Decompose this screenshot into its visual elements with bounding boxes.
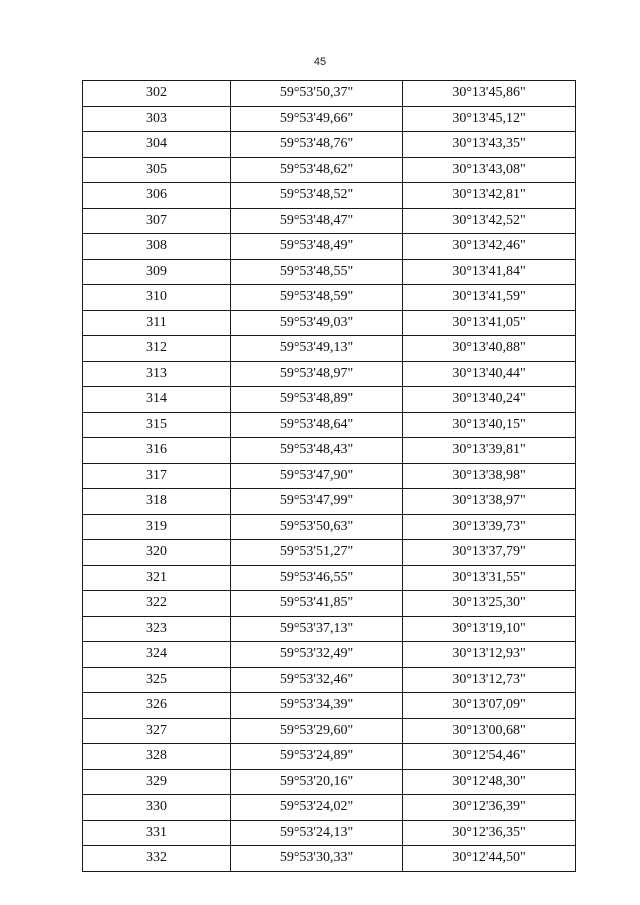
table-row bbox=[83, 259, 576, 285]
table-row bbox=[83, 387, 576, 413]
point-number-cell: 312 bbox=[83, 336, 231, 362]
latitude-cell: 59°53'50,63" bbox=[231, 514, 403, 540]
point-number-cell: 329 bbox=[83, 769, 231, 795]
point-number-cell: 309 bbox=[83, 259, 231, 285]
longitude-cell: 30°13'41,84" bbox=[403, 259, 576, 285]
table-row bbox=[83, 693, 576, 719]
point-number-cell: 321 bbox=[83, 565, 231, 591]
point-number-cell: 317 bbox=[83, 463, 231, 489]
table-row bbox=[83, 310, 576, 336]
point-number-cell: 325 bbox=[83, 667, 231, 693]
longitude-cell: 30°13'07,09" bbox=[403, 693, 576, 719]
table-row bbox=[83, 540, 576, 566]
table-row bbox=[83, 718, 576, 744]
table-row bbox=[83, 744, 576, 770]
table-row bbox=[83, 336, 576, 362]
longitude-cell: 30°13'40,15" bbox=[403, 412, 576, 438]
latitude-cell: 59°53'49,03" bbox=[231, 310, 403, 336]
table-row bbox=[83, 157, 576, 183]
latitude-cell: 59°53'50,37" bbox=[231, 81, 403, 107]
longitude-cell: 30°13'40,24" bbox=[403, 387, 576, 413]
coordinates-table-body bbox=[83, 81, 576, 872]
latitude-cell: 59°53'48,62" bbox=[231, 157, 403, 183]
longitude-cell: 30°13'41,05" bbox=[403, 310, 576, 336]
longitude-cell: 30°13'40,44" bbox=[403, 361, 576, 387]
table-row bbox=[83, 438, 576, 464]
point-number-cell: 315 bbox=[83, 412, 231, 438]
latitude-cell: 59°53'32,46" bbox=[231, 667, 403, 693]
longitude-cell: 30°12'54,46" bbox=[403, 744, 576, 770]
longitude-cell: 30°13'31,55" bbox=[403, 565, 576, 591]
table-row bbox=[83, 132, 576, 158]
longitude-cell: 30°12'48,30" bbox=[403, 769, 576, 795]
longitude-cell: 30°13'45,12" bbox=[403, 106, 576, 132]
point-number-cell: 314 bbox=[83, 387, 231, 413]
latitude-cell: 59°53'51,27" bbox=[231, 540, 403, 566]
longitude-cell: 30°13'12,93" bbox=[403, 642, 576, 668]
longitude-cell: 30°12'36,35" bbox=[403, 820, 576, 846]
longitude-cell: 30°13'39,81" bbox=[403, 438, 576, 464]
table-row bbox=[83, 234, 576, 260]
table-row bbox=[83, 795, 576, 821]
point-number-cell: 307 bbox=[83, 208, 231, 234]
point-number-cell: 323 bbox=[83, 616, 231, 642]
table-row bbox=[83, 489, 576, 515]
latitude-cell: 59°53'29,60" bbox=[231, 718, 403, 744]
point-number-cell: 303 bbox=[83, 106, 231, 132]
longitude-cell: 30°13'42,52" bbox=[403, 208, 576, 234]
point-number-cell: 331 bbox=[83, 820, 231, 846]
longitude-cell: 30°13'42,46" bbox=[403, 234, 576, 260]
table-row bbox=[83, 183, 576, 209]
latitude-cell: 59°53'48,43" bbox=[231, 438, 403, 464]
longitude-cell: 30°13'43,08" bbox=[403, 157, 576, 183]
latitude-cell: 59°53'37,13" bbox=[231, 616, 403, 642]
table-row bbox=[83, 208, 576, 234]
point-number-cell: 332 bbox=[83, 846, 231, 872]
longitude-cell: 30°13'41,59" bbox=[403, 285, 576, 311]
point-number-cell: 304 bbox=[83, 132, 231, 158]
point-number-cell: 313 bbox=[83, 361, 231, 387]
longitude-cell: 30°13'19,10" bbox=[403, 616, 576, 642]
longitude-cell: 30°13'40,88" bbox=[403, 336, 576, 362]
longitude-cell: 30°12'36,39" bbox=[403, 795, 576, 821]
longitude-cell: 30°13'38,97" bbox=[403, 489, 576, 515]
latitude-cell: 59°53'48,64" bbox=[231, 412, 403, 438]
point-number-cell: 311 bbox=[83, 310, 231, 336]
longitude-cell: 30°12'44,50" bbox=[403, 846, 576, 872]
table-row bbox=[83, 667, 576, 693]
latitude-cell: 59°53'48,76" bbox=[231, 132, 403, 158]
point-number-cell: 320 bbox=[83, 540, 231, 566]
longitude-cell: 30°13'25,30" bbox=[403, 591, 576, 617]
latitude-cell: 59°53'48,52" bbox=[231, 183, 403, 209]
table-row bbox=[83, 591, 576, 617]
page-number: 45 bbox=[313, 56, 327, 68]
latitude-cell: 59°53'47,99" bbox=[231, 489, 403, 515]
table-row bbox=[83, 514, 576, 540]
latitude-cell: 59°53'48,55" bbox=[231, 259, 403, 285]
longitude-cell: 30°13'42,81" bbox=[403, 183, 576, 209]
point-number-cell: 318 bbox=[83, 489, 231, 515]
latitude-cell: 59°53'34,39" bbox=[231, 693, 403, 719]
latitude-cell: 59°53'48,89" bbox=[231, 387, 403, 413]
latitude-cell: 59°53'20,16" bbox=[231, 769, 403, 795]
latitude-cell: 59°53'41,85" bbox=[231, 591, 403, 617]
point-number-cell: 326 bbox=[83, 693, 231, 719]
latitude-cell: 59°53'24,89" bbox=[231, 744, 403, 770]
latitude-cell: 59°53'47,90" bbox=[231, 463, 403, 489]
longitude-cell: 30°13'12,73" bbox=[403, 667, 576, 693]
table-row bbox=[83, 846, 576, 872]
table-row bbox=[83, 616, 576, 642]
latitude-cell: 59°53'48,47" bbox=[231, 208, 403, 234]
latitude-cell: 59°53'48,97" bbox=[231, 361, 403, 387]
table-row bbox=[83, 565, 576, 591]
longitude-cell: 30°13'00,68" bbox=[403, 718, 576, 744]
table-row bbox=[83, 106, 576, 132]
point-number-cell: 306 bbox=[83, 183, 231, 209]
point-number-cell: 324 bbox=[83, 642, 231, 668]
longitude-cell: 30°13'38,98" bbox=[403, 463, 576, 489]
longitude-cell: 30°13'39,73" bbox=[403, 514, 576, 540]
latitude-cell: 59°53'24,13" bbox=[231, 820, 403, 846]
point-number-cell: 319 bbox=[83, 514, 231, 540]
longitude-cell: 30°13'43,35" bbox=[403, 132, 576, 158]
point-number-cell: 310 bbox=[83, 285, 231, 311]
point-number-cell: 328 bbox=[83, 744, 231, 770]
point-number-cell: 330 bbox=[83, 795, 231, 821]
point-number-cell: 327 bbox=[83, 718, 231, 744]
latitude-cell: 59°53'24,02" bbox=[231, 795, 403, 821]
latitude-cell: 59°53'30,33" bbox=[231, 846, 403, 872]
point-number-cell: 322 bbox=[83, 591, 231, 617]
coordinates-table bbox=[82, 80, 576, 872]
latitude-cell: 59°53'49,13" bbox=[231, 336, 403, 362]
point-number-cell: 305 bbox=[83, 157, 231, 183]
latitude-cell: 59°53'48,59" bbox=[231, 285, 403, 311]
longitude-cell: 30°13'45,86" bbox=[403, 81, 576, 107]
table-row bbox=[83, 769, 576, 795]
longitude-cell: 30°13'37,79" bbox=[403, 540, 576, 566]
table-row bbox=[83, 642, 576, 668]
latitude-cell: 59°53'48,49" bbox=[231, 234, 403, 260]
table-row bbox=[83, 81, 576, 107]
point-number-cell: 302 bbox=[83, 81, 231, 107]
latitude-cell: 59°53'32,49" bbox=[231, 642, 403, 668]
table-row bbox=[83, 412, 576, 438]
table-row bbox=[83, 361, 576, 387]
point-number-cell: 316 bbox=[83, 438, 231, 464]
latitude-cell: 59°53'49,66" bbox=[231, 106, 403, 132]
table-row bbox=[83, 285, 576, 311]
table-row bbox=[83, 820, 576, 846]
table-row bbox=[83, 463, 576, 489]
latitude-cell: 59°53'46,55" bbox=[231, 565, 403, 591]
point-number-cell: 308 bbox=[83, 234, 231, 260]
